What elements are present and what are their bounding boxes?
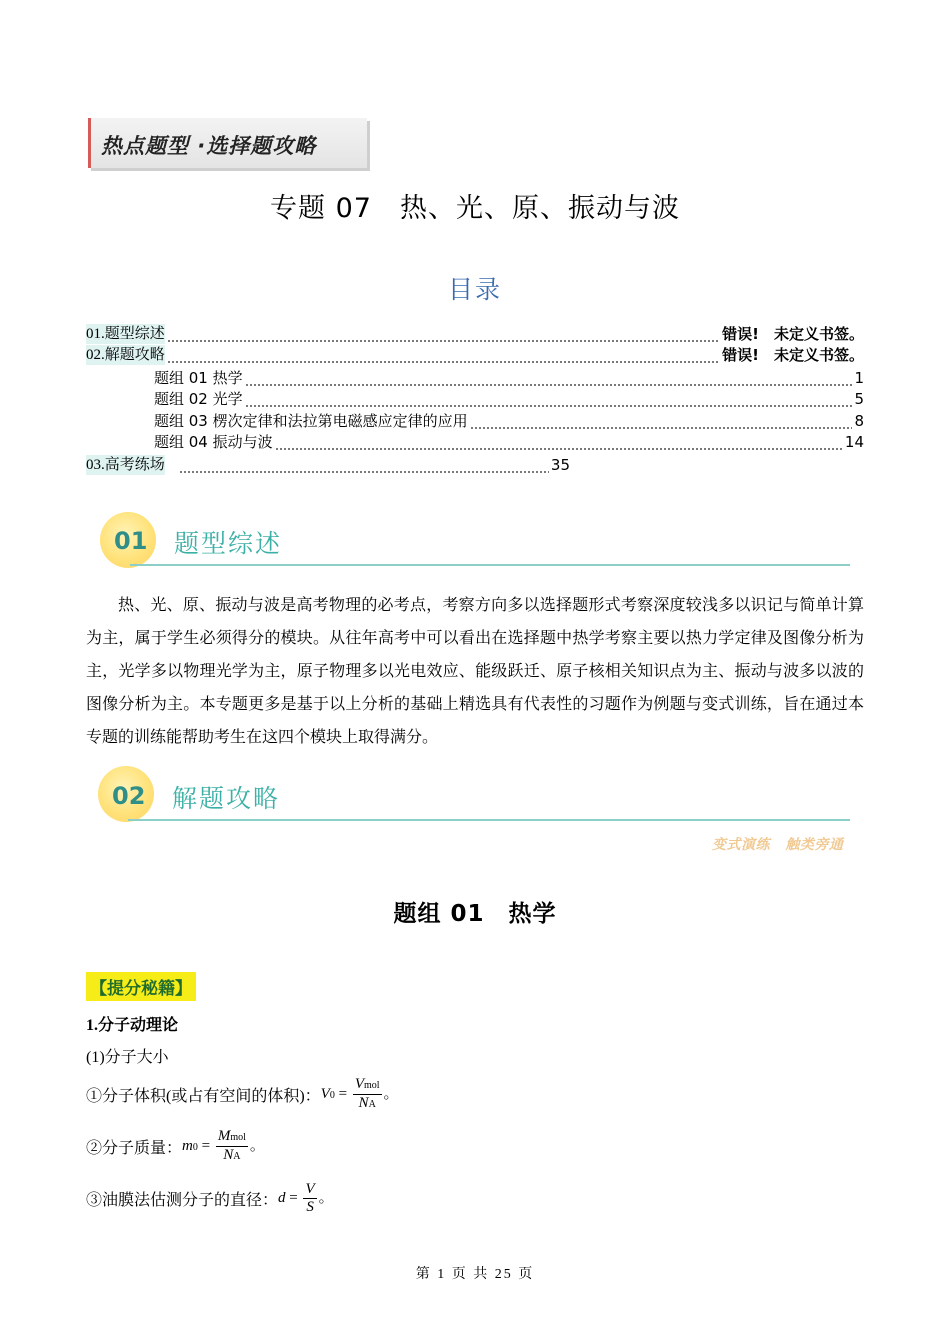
toc-entry-label: 题组 03 楞次定律和法拉第电磁感应定律的应用 bbox=[154, 412, 468, 430]
formula-caption: ③油膜法估测分子的直径： bbox=[86, 1192, 279, 1209]
toc-entry[interactable] bbox=[86, 455, 570, 475]
toc-entry-page: 5 bbox=[854, 390, 864, 408]
toc-entry-label: 题组 01 热学 bbox=[154, 369, 243, 387]
document-title: 专题 07 热、光、原、振动与波 bbox=[270, 193, 680, 224]
toc-entry-page: 错误! 未定义书签。 bbox=[722, 346, 864, 364]
section-underline bbox=[130, 564, 850, 566]
toc-entry[interactable] bbox=[154, 368, 864, 388]
formula-row bbox=[86, 1181, 334, 1216]
content-subheading: (1)分子大小 bbox=[86, 1049, 169, 1066]
toc-entry-page: 8 bbox=[854, 412, 864, 430]
molecular-volume-formula: V0 = $\frac{\text{Vmol}}{NA}$ 。 bbox=[320, 1076, 399, 1111]
toc-entry-label: 01.题型综述 bbox=[86, 326, 165, 342]
topic-banner bbox=[88, 118, 367, 168]
toc-entry[interactable] bbox=[154, 411, 864, 431]
toc-entry[interactable] bbox=[154, 389, 864, 409]
section-heading: 题型综述 bbox=[174, 529, 283, 558]
section-number: 01 bbox=[114, 527, 148, 555]
section-underline bbox=[128, 819, 850, 821]
formula-row bbox=[86, 1128, 265, 1165]
toc-entry[interactable] bbox=[86, 324, 864, 344]
section-heading: 解题攻略 bbox=[172, 784, 281, 813]
toc-entry-page: 1 bbox=[854, 369, 864, 387]
toc-entry[interactable] bbox=[154, 432, 864, 452]
tips-tag: 【提分秘籍】 bbox=[86, 972, 196, 1001]
toc-leader bbox=[470, 411, 853, 431]
banner-text: 热点题型 ·选择题攻略 bbox=[101, 134, 317, 158]
toc-entry-label: 02.解题攻略 bbox=[86, 347, 165, 363]
toc-entry[interactable] bbox=[86, 345, 864, 365]
oil-film-diameter-formula: d = $\frac{V}{S}$ 。 bbox=[278, 1181, 334, 1215]
toc-entry-label: 03.高考练场 bbox=[86, 457, 165, 473]
toc-leader bbox=[167, 345, 720, 365]
toc-title: 目录 bbox=[447, 275, 502, 304]
toc-leader bbox=[167, 324, 720, 344]
page-footer: 第 1 页 共 25 页 bbox=[415, 1267, 535, 1282]
content-heading: 1.分子动理论 bbox=[86, 1017, 179, 1034]
formula-row bbox=[86, 1076, 399, 1113]
group-title: 题组 01 热学 bbox=[393, 901, 557, 927]
toc-leader bbox=[179, 455, 549, 475]
section-number: 02 bbox=[112, 782, 146, 810]
formula-caption: ②分子质量： bbox=[86, 1140, 183, 1157]
toc-entry-label: 题组 02 光学 bbox=[154, 390, 243, 408]
molecular-mass-formula: m0 = $\frac{\text{Mmol}}{NA}$ 。 bbox=[182, 1128, 265, 1163]
toc-leader bbox=[245, 368, 853, 388]
toc-entry-page: 14 bbox=[844, 433, 864, 451]
toc-leader bbox=[245, 389, 853, 409]
section-slogan: 变式演练 触类旁通 bbox=[712, 837, 844, 853]
formula-caption: ①分子体积(或占有空间的体积)： bbox=[86, 1088, 321, 1105]
toc-entry-label: 题组 04 振动与波 bbox=[154, 433, 273, 451]
toc-entry-page: 35 bbox=[550, 456, 570, 474]
toc-entry-page: 错误! 未定义书签。 bbox=[722, 325, 864, 343]
toc-leader bbox=[275, 432, 843, 452]
overview-paragraph: 热、光、原、振动与波是高考物理的必考点，考察方向多以选择题形式考察深度较浅多以识记与简单计算为主，属于学生必须得分的模块。从往年高考中可以看出在选择题中热学考察主要以热力学定律及图像分析为主，光学多以物理光学为主，原子物理多以光电效应、能级跃迁、原子核相关知识点为主、振动与波多以波的图像分析为主。本专题更多是基于以上分析的基础上精选具有代表性的习题作为例题与变式训练，旨在通过本专题的训练能帮助考生在这四个模块上取得满分。 bbox=[86, 597, 864, 746]
